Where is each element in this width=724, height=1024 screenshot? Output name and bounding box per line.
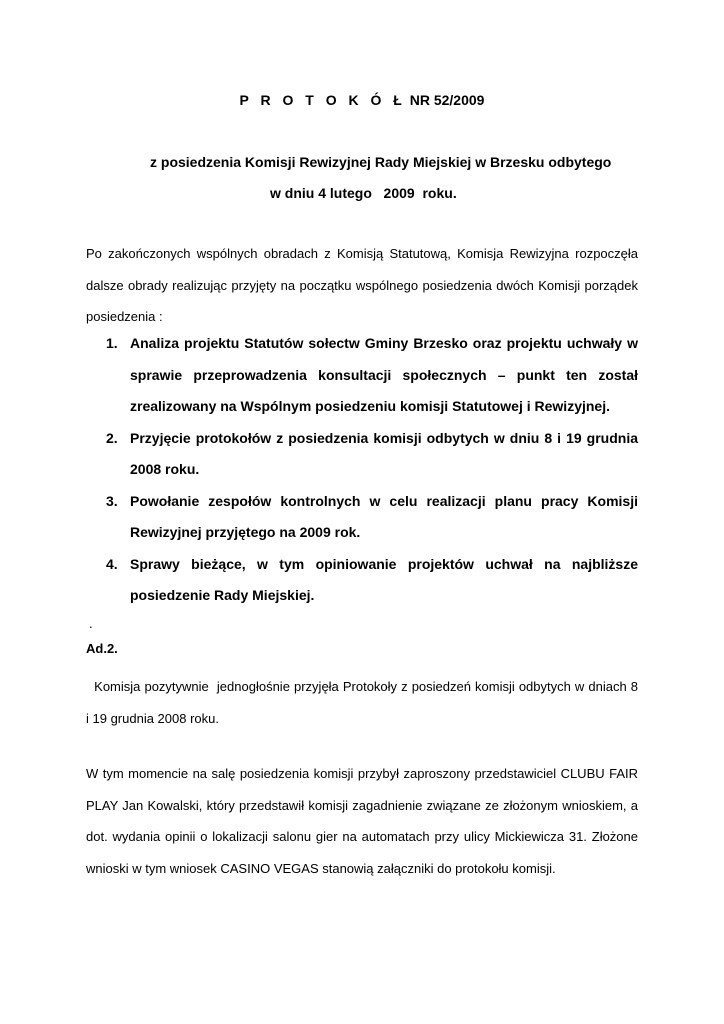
agenda-list [106, 328, 638, 612]
agenda-item-number: 3. [106, 492, 118, 509]
agenda-item-number: 4. [106, 555, 118, 572]
agenda-item [106, 486, 638, 549]
title-spaced: P R O T O K Ó Ł [239, 92, 406, 108]
title-number: NR 52/2009 [409, 92, 485, 108]
agenda-item-number: 1. [106, 335, 118, 351]
agenda-item-text: Analiza projektu Statutów sołectw Gminy Brzesko oraz projektu uchwały w sprawie przeprowadzenia konsultacji społecznych – punkt ten został zrealizowany na Wspólnym posiedzeniu komisji Statutowej i Rewizyjnej. [130, 335, 638, 414]
intro-paragraph: Po zakończonych wspólnych obradach z Komisją Statutową, Komisja Rewizyjna rozpoczęła dalsze obrady realizując przyjęty na początku wspólnego posiedzenia dwóch Komisji porządek posiedzenia : [86, 246, 638, 324]
ad2-paragraph: Komisja pozytywnie jednogłośnie przyjęła Protokoły z posiedzeń komisji odbytych w dniach 8 i 19 grudnia 2008 roku. [86, 679, 642, 726]
agenda-item-text: Powołanie zespołów kontrolnych w celu realizacji planu pracy Komisji Rewizyjnej przyjętego na 2009 rok. [130, 492, 638, 540]
agenda-item [106, 328, 638, 423]
subtitle-line-2: w dniu 4 lutego 2009 roku. [270, 185, 457, 201]
separator-dot: . [89, 616, 93, 631]
agenda-item-text: Sprawy bieżące, w tym opiniowanie projektów uchwał na najbliższe posiedzenie Rady Miejskiej. [130, 555, 638, 603]
ad2-heading: Ad.2. [86, 641, 118, 656]
document-title [0, 92, 724, 108]
agenda-item-number: 2. [106, 429, 118, 446]
agenda-item [106, 423, 638, 486]
agenda-item-text: Przyjęcie protokołów z posiedzenia komisji odbytych w dniu 8 i 19 grudnia 2008 roku. [130, 429, 638, 477]
closing-paragraph: W tym momencie na salę posiedzenia komisji przybył zaproszony przedstawiciel CLUBU FAIR PLAY Jan Kowalski, który przedstawił komisji zagadnienie związane ze złożonym wnioskiem, a dot. wydania opinii o lokalizacji salonu gier na automatach przy ulicy Mickiewicza 31. Złożone wnioski w tym wniosek CASINO VEGAS stanowią załączniki do protokołu komisji. [86, 766, 638, 876]
agenda-item [106, 549, 638, 612]
subtitle-line-1: z posiedzenia Komisji Rewizyjnej Rady Miejskiej w Brzesku odbytego [150, 154, 612, 170]
